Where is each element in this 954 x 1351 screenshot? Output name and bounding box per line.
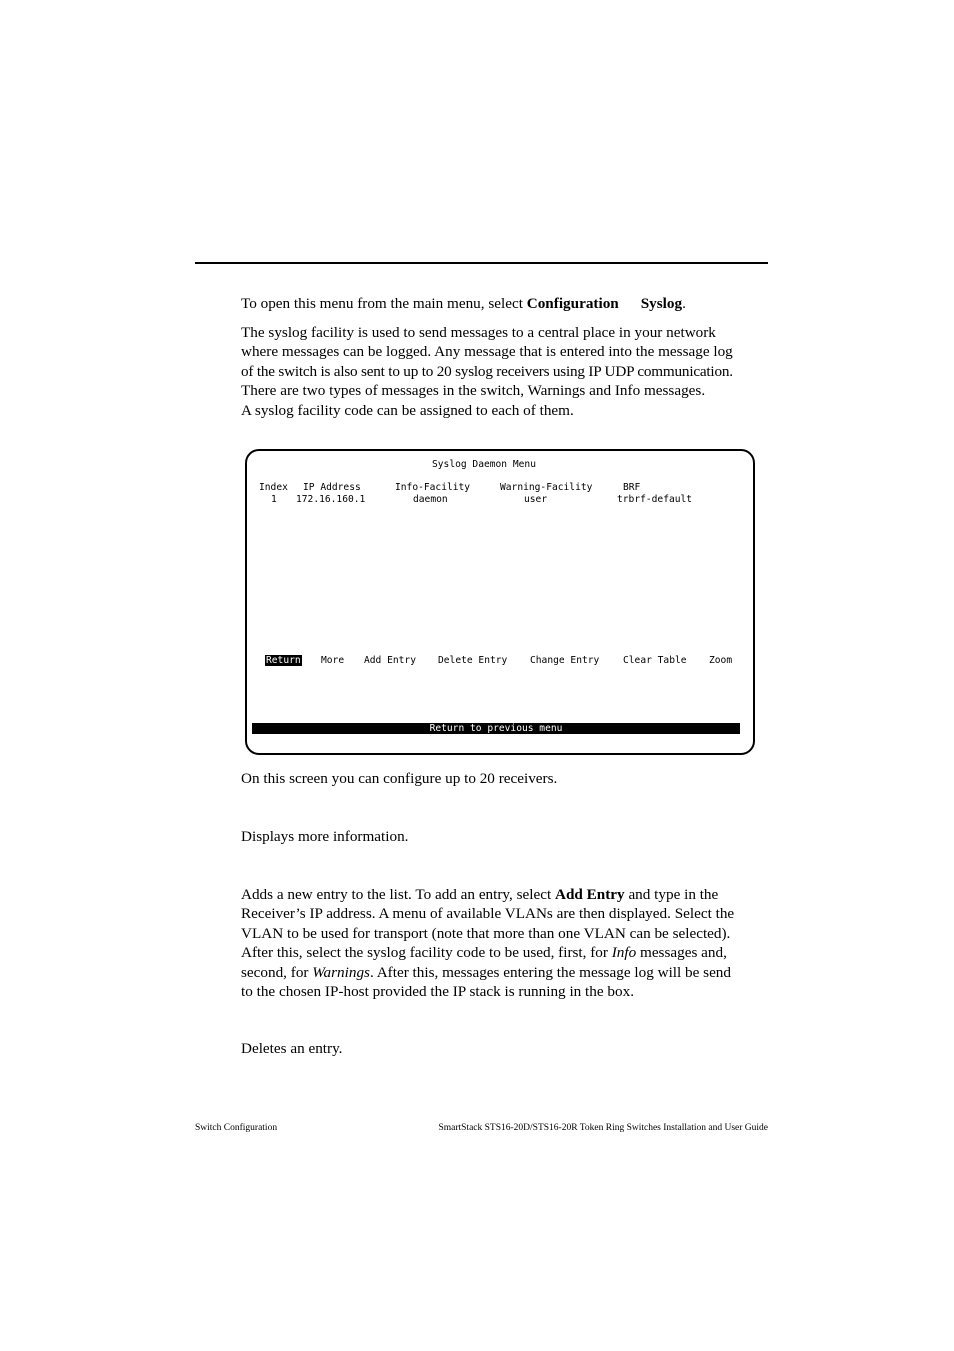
- status-text: Return to previous menu: [429, 723, 563, 734]
- menu-path-configuration: Configuration: [526, 295, 619, 312]
- syslog-description: [241, 323, 771, 420]
- column-header-ip-address: IP Address: [303, 482, 361, 493]
- more-menu-item[interactable]: More: [321, 655, 345, 666]
- footer-document-title: SmartStack STS16-20D/STS16-20R Token Ring Switches Installation and User Guide: [438, 1123, 768, 1133]
- column-header-index: Index: [259, 482, 288, 493]
- add-entry-menu-item[interactable]: Add Entry: [364, 655, 416, 666]
- return-menu-item[interactable]: Return: [266, 655, 301, 666]
- intro-paragraph: To open this menu from the main menu, select Configuration Syslog.: [241, 295, 686, 312]
- delete-description: Deletes an entry.: [241, 1040, 343, 1057]
- column-header-warning-facility: Warning-Facility: [500, 482, 593, 493]
- delete-entry-menu-item[interactable]: Delete Entry: [438, 655, 508, 666]
- screen-title: Syslog Daemon Menu: [432, 459, 536, 470]
- intro-text: To open this menu from the main menu, select: [241, 295, 527, 312]
- column-header-info-facility: Info-Facility: [395, 482, 471, 493]
- warnings-term: Warnings: [312, 963, 370, 981]
- header-rule: [195, 262, 768, 264]
- add-entry-description: Adds a new entry to the list. To add an entry, select Add Entry and type in the Receiver’s IP address. A menu of available VLANs are then displayed. Select the VLAN to be used for transport (note that more than one VLAN can be selected). After this, select the syslog facility code to be used, first, for Info messages and, second, for Warnings. After this, messages entering the message log will be send to the chosen IP-host provided the IP stack is running in the box.: [241, 886, 735, 1001]
- info-term: Info: [611, 944, 637, 962]
- add-entry-term: Add Entry: [555, 886, 625, 903]
- description-line: of the switch is also sent to up to 20 syslog receivers using IP UDP communication.: [241, 362, 733, 380]
- syslog-daemon-menu-screen: [245, 449, 755, 755]
- description-line: A syslog facility code can be assigned to each of them.: [241, 401, 574, 419]
- row-warning-facility[interactable]: user: [524, 494, 548, 505]
- change-entry-menu-item[interactable]: Change Entry: [530, 655, 600, 666]
- row-brf[interactable]: trbrf-default: [617, 494, 693, 505]
- zoom-menu-item[interactable]: Zoom: [709, 655, 733, 666]
- menu-path-syslog: Syslog: [640, 295, 683, 312]
- footer-section-title: Switch Configuration: [195, 1123, 278, 1133]
- row-index[interactable]: 1: [271, 494, 277, 505]
- description-line: The syslog facility is used to send messages to a central place in your network: [241, 324, 716, 341]
- description-line: There are two types of messages in the switch, Warnings and Info messages.: [241, 382, 706, 400]
- more-description: Displays more information.: [241, 828, 409, 845]
- status-bar: [252, 723, 740, 734]
- clear-table-menu-item[interactable]: Clear Table: [623, 655, 687, 666]
- column-header-brf: BRF: [623, 482, 641, 493]
- screen-caption: On this screen you can configure up to 20 receivers.: [241, 770, 558, 787]
- row-info-facility[interactable]: daemon: [413, 494, 448, 505]
- row-ip-address[interactable]: 172.16.160.1: [296, 494, 366, 505]
- description-line: where messages can be logged. Any message that is entered into the message log: [241, 343, 733, 361]
